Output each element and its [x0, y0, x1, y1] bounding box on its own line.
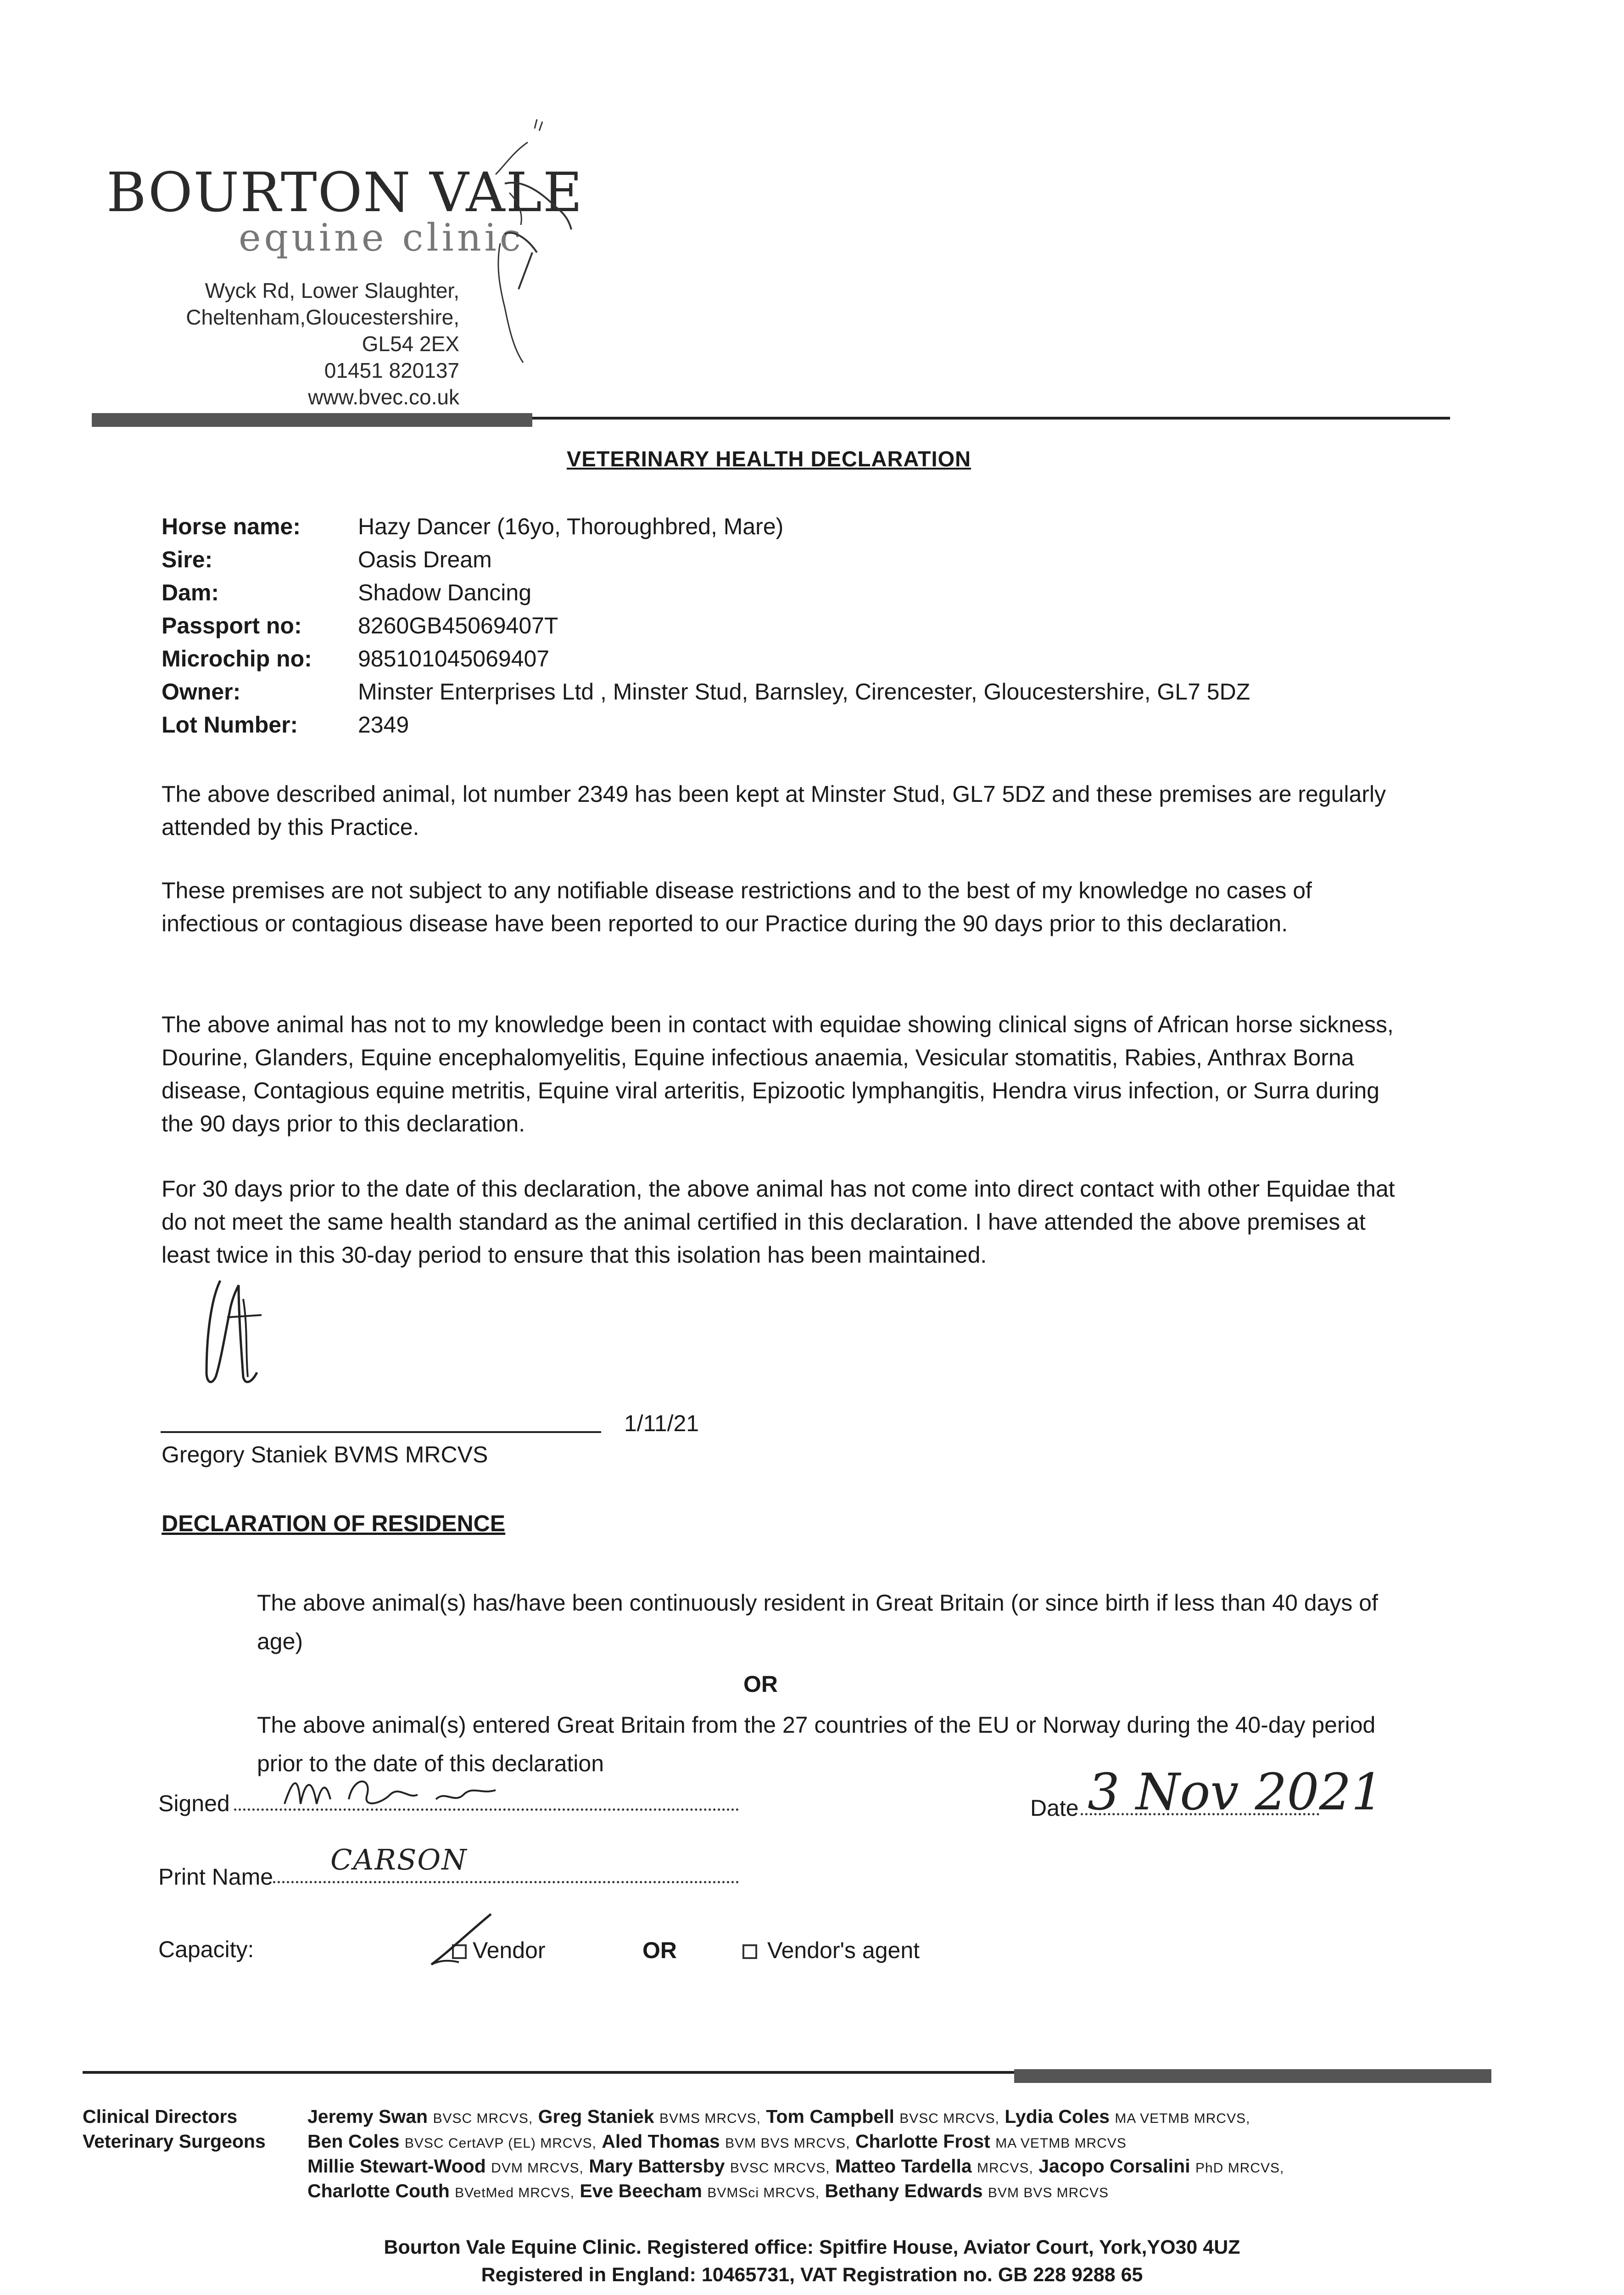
print-name-line	[273, 1881, 739, 1883]
signed-label: Signed	[158, 1791, 230, 1816]
label-dam: Dam:	[162, 580, 219, 605]
footer-quals: MA VETMB MRCVS,	[1115, 2111, 1250, 2126]
footer-quals: BVM BVS MRCVS,	[725, 2136, 850, 2151]
footer-name: Tom Campbell	[766, 2106, 894, 2127]
footer-name: Matteo Tardella	[835, 2155, 972, 2177]
footer-quals: BVSC MRCVS,	[433, 2111, 533, 2126]
website: www.bvec.co.uk	[308, 385, 459, 409]
capacity-or: OR	[642, 1937, 677, 1963]
footer-quals: BVM BVS MRCVS	[988, 2185, 1109, 2200]
footer-quals: BVSC MRCVS,	[730, 2161, 830, 2176]
vet-signature	[193, 1271, 285, 1391]
residence-or: OR	[743, 1671, 778, 1697]
address-line-3: GL54 2EX	[362, 332, 459, 356]
footer-quals: BVetMed MRCVS,	[455, 2185, 575, 2200]
residence-option-1: The above animal(s) has/have been continuously resident in Great Britain (or since birth if less than 40 days of age)	[257, 1590, 1378, 1654]
veterinary-surgeons-label: Veterinary Surgeons	[83, 2131, 266, 2152]
value-dam: Shadow Dancing	[358, 580, 532, 605]
horse-logo-icon	[477, 115, 597, 372]
label-sire: Sire:	[162, 547, 213, 572]
label-horse-name: Horse name:	[162, 514, 301, 539]
registered-office: Bourton Vale Equine Clinic. Registered office: Spitfire House, Aviator Court, York,YO30 4UZ	[384, 2236, 1240, 2258]
footer-quals: PhD MRCVS,	[1195, 2161, 1284, 2176]
date-label: Date	[1030, 1795, 1079, 1821]
label-owner: Owner:	[162, 679, 241, 705]
footer-name: Charlotte Couth	[307, 2180, 450, 2201]
paragraph-restrictions: These premises are not subject to any notifiable disease restrictions and to the best of my knowledge no cases of infectious or contagious disease have been reported to our Practice during the 90 days prior to this declaration.	[162, 878, 1312, 936]
label-passport: Passport no:	[162, 613, 302, 638]
footer-name: Charlotte Frost	[855, 2131, 990, 2152]
footer-quals: MRCVS,	[977, 2161, 1033, 2176]
footer-quals: MA VETMB MRCVS	[995, 2136, 1127, 2151]
address-line-2: Cheltenham,Gloucestershire,	[186, 305, 459, 329]
paragraph-isolation: For 30 days prior to the date of this declaration, the above animal has not come into direct contact with other Equidae that do not meet the same health standard as the animal certified in this declaration. I have attended the above premises at least twice in this 30-day period to ensure that this isolation has been maintained.	[162, 1176, 1395, 1268]
phone-number: 01451 820137	[324, 358, 459, 382]
paragraph-premises: The above described animal, lot number 2349 has been kept at Minster Stud, GL7 5DZ and these premises are regularly attended by this Practice.	[162, 781, 1386, 840]
value-owner: Minster Enterprises Ltd , Minster Stud, Barnsley, Cirencester, Gloucestershire, GL7 5DZ	[358, 679, 1250, 705]
footer-line-1	[307, 2106, 1250, 2127]
footer-name: Ben Coles	[307, 2131, 400, 2152]
paragraph-diseases: The above animal has not to my knowledge been in contact with equidae showing clinical signs of African horse sickness, Dourine, Glanders, Equine encephalomyelitis, Equine infectious anaemia, Vesicular stomatitis, Rabies, Anthrax Borna disease, Contagious equine metritis, Equine viral arteritis, Epizootic lymphangitis, Hendra virus infection, or Surra during the 90 days prior to this declaration.	[162, 1012, 1394, 1136]
header-rule-thick	[92, 413, 532, 427]
value-horse-name: Hazy Dancer (16yo, Thoroughbred, Mare)	[358, 514, 784, 539]
vendor-option-label: Vendor	[473, 1937, 546, 1963]
vendor-signature	[280, 1767, 519, 1818]
footer-name: Jacopo Corsalini	[1038, 2155, 1190, 2177]
clinic-subtitle: equine clinic	[239, 216, 524, 260]
address-line-1: Wyck Rd, Lower Slaughter,	[205, 279, 459, 302]
vendor-agent-checkbox[interactable]	[742, 1944, 757, 1959]
footer-name: Bethany Edwards	[825, 2180, 983, 2201]
vet-date: 1/11/21	[624, 1411, 699, 1436]
value-microchip: 985101045069407	[358, 646, 550, 672]
footer-name: Eve Beecham	[580, 2180, 702, 2201]
clinic-name: BOURTON VALE	[106, 161, 583, 224]
footer-line-4	[307, 2180, 1109, 2202]
registration-details: Registered in England: 10465731, VAT Registration no. GB 228 9288 65	[481, 2264, 1143, 2286]
footer-line-3	[307, 2155, 1284, 2177]
footer-quals: BVMSci MRCVS,	[707, 2185, 820, 2200]
document-title: VETERINARY HEALTH DECLARATION	[567, 447, 971, 471]
footer-rule-thin	[83, 2071, 1014, 2074]
footer-quals: DVM MRCVS,	[491, 2161, 584, 2176]
print-name-value: CARSON	[330, 1843, 468, 1876]
value-sire: Oasis Dream	[358, 547, 492, 572]
footer-name: Jeremy Swan	[307, 2106, 428, 2127]
footer-rule-thick	[1014, 2069, 1491, 2083]
footer-name: Aled Thomas	[602, 2131, 720, 2152]
clinical-directors-label: Clinical Directors	[83, 2106, 238, 2127]
footer-name: Greg Staniek	[538, 2106, 654, 2127]
footer-name: Mary Battersby	[589, 2155, 725, 2177]
footer-name: Lydia Coles	[1005, 2106, 1110, 2127]
residence-date: 3 Nov 2021	[1088, 1763, 1384, 1821]
vet-name: Gregory Staniek BVMS MRCVS	[162, 1442, 488, 1467]
vet-signature-line	[161, 1431, 601, 1433]
value-lot-number: 2349	[358, 712, 409, 738]
residence-heading: DECLARATION OF RESIDENCE	[162, 1511, 506, 1536]
footer-line-2	[307, 2131, 1127, 2152]
label-lot-number: Lot Number:	[162, 712, 298, 738]
residence-option-2: The above animal(s) entered Great Britain from the 27 countries of the EU or Norway during the 40-day period prior to the date of this declaration	[257, 1712, 1376, 1776]
footer-quals: BVMS MRCVS,	[659, 2111, 761, 2126]
print-name-label: Print Name	[158, 1864, 273, 1890]
footer-quals: BVSC CertAVP (EL) MRCVS,	[404, 2136, 597, 2151]
header-rule-thin	[532, 417, 1450, 420]
footer-name: Millie Stewart-Wood	[307, 2155, 486, 2177]
vendor-agent-option-label: Vendor's agent	[767, 1937, 920, 1963]
capacity-label: Capacity:	[158, 1937, 254, 1962]
footer-quals: BVSC MRCVS,	[899, 2111, 999, 2126]
label-microchip: Microchip no:	[162, 646, 312, 672]
value-passport: 8260GB45069407T	[358, 613, 558, 638]
